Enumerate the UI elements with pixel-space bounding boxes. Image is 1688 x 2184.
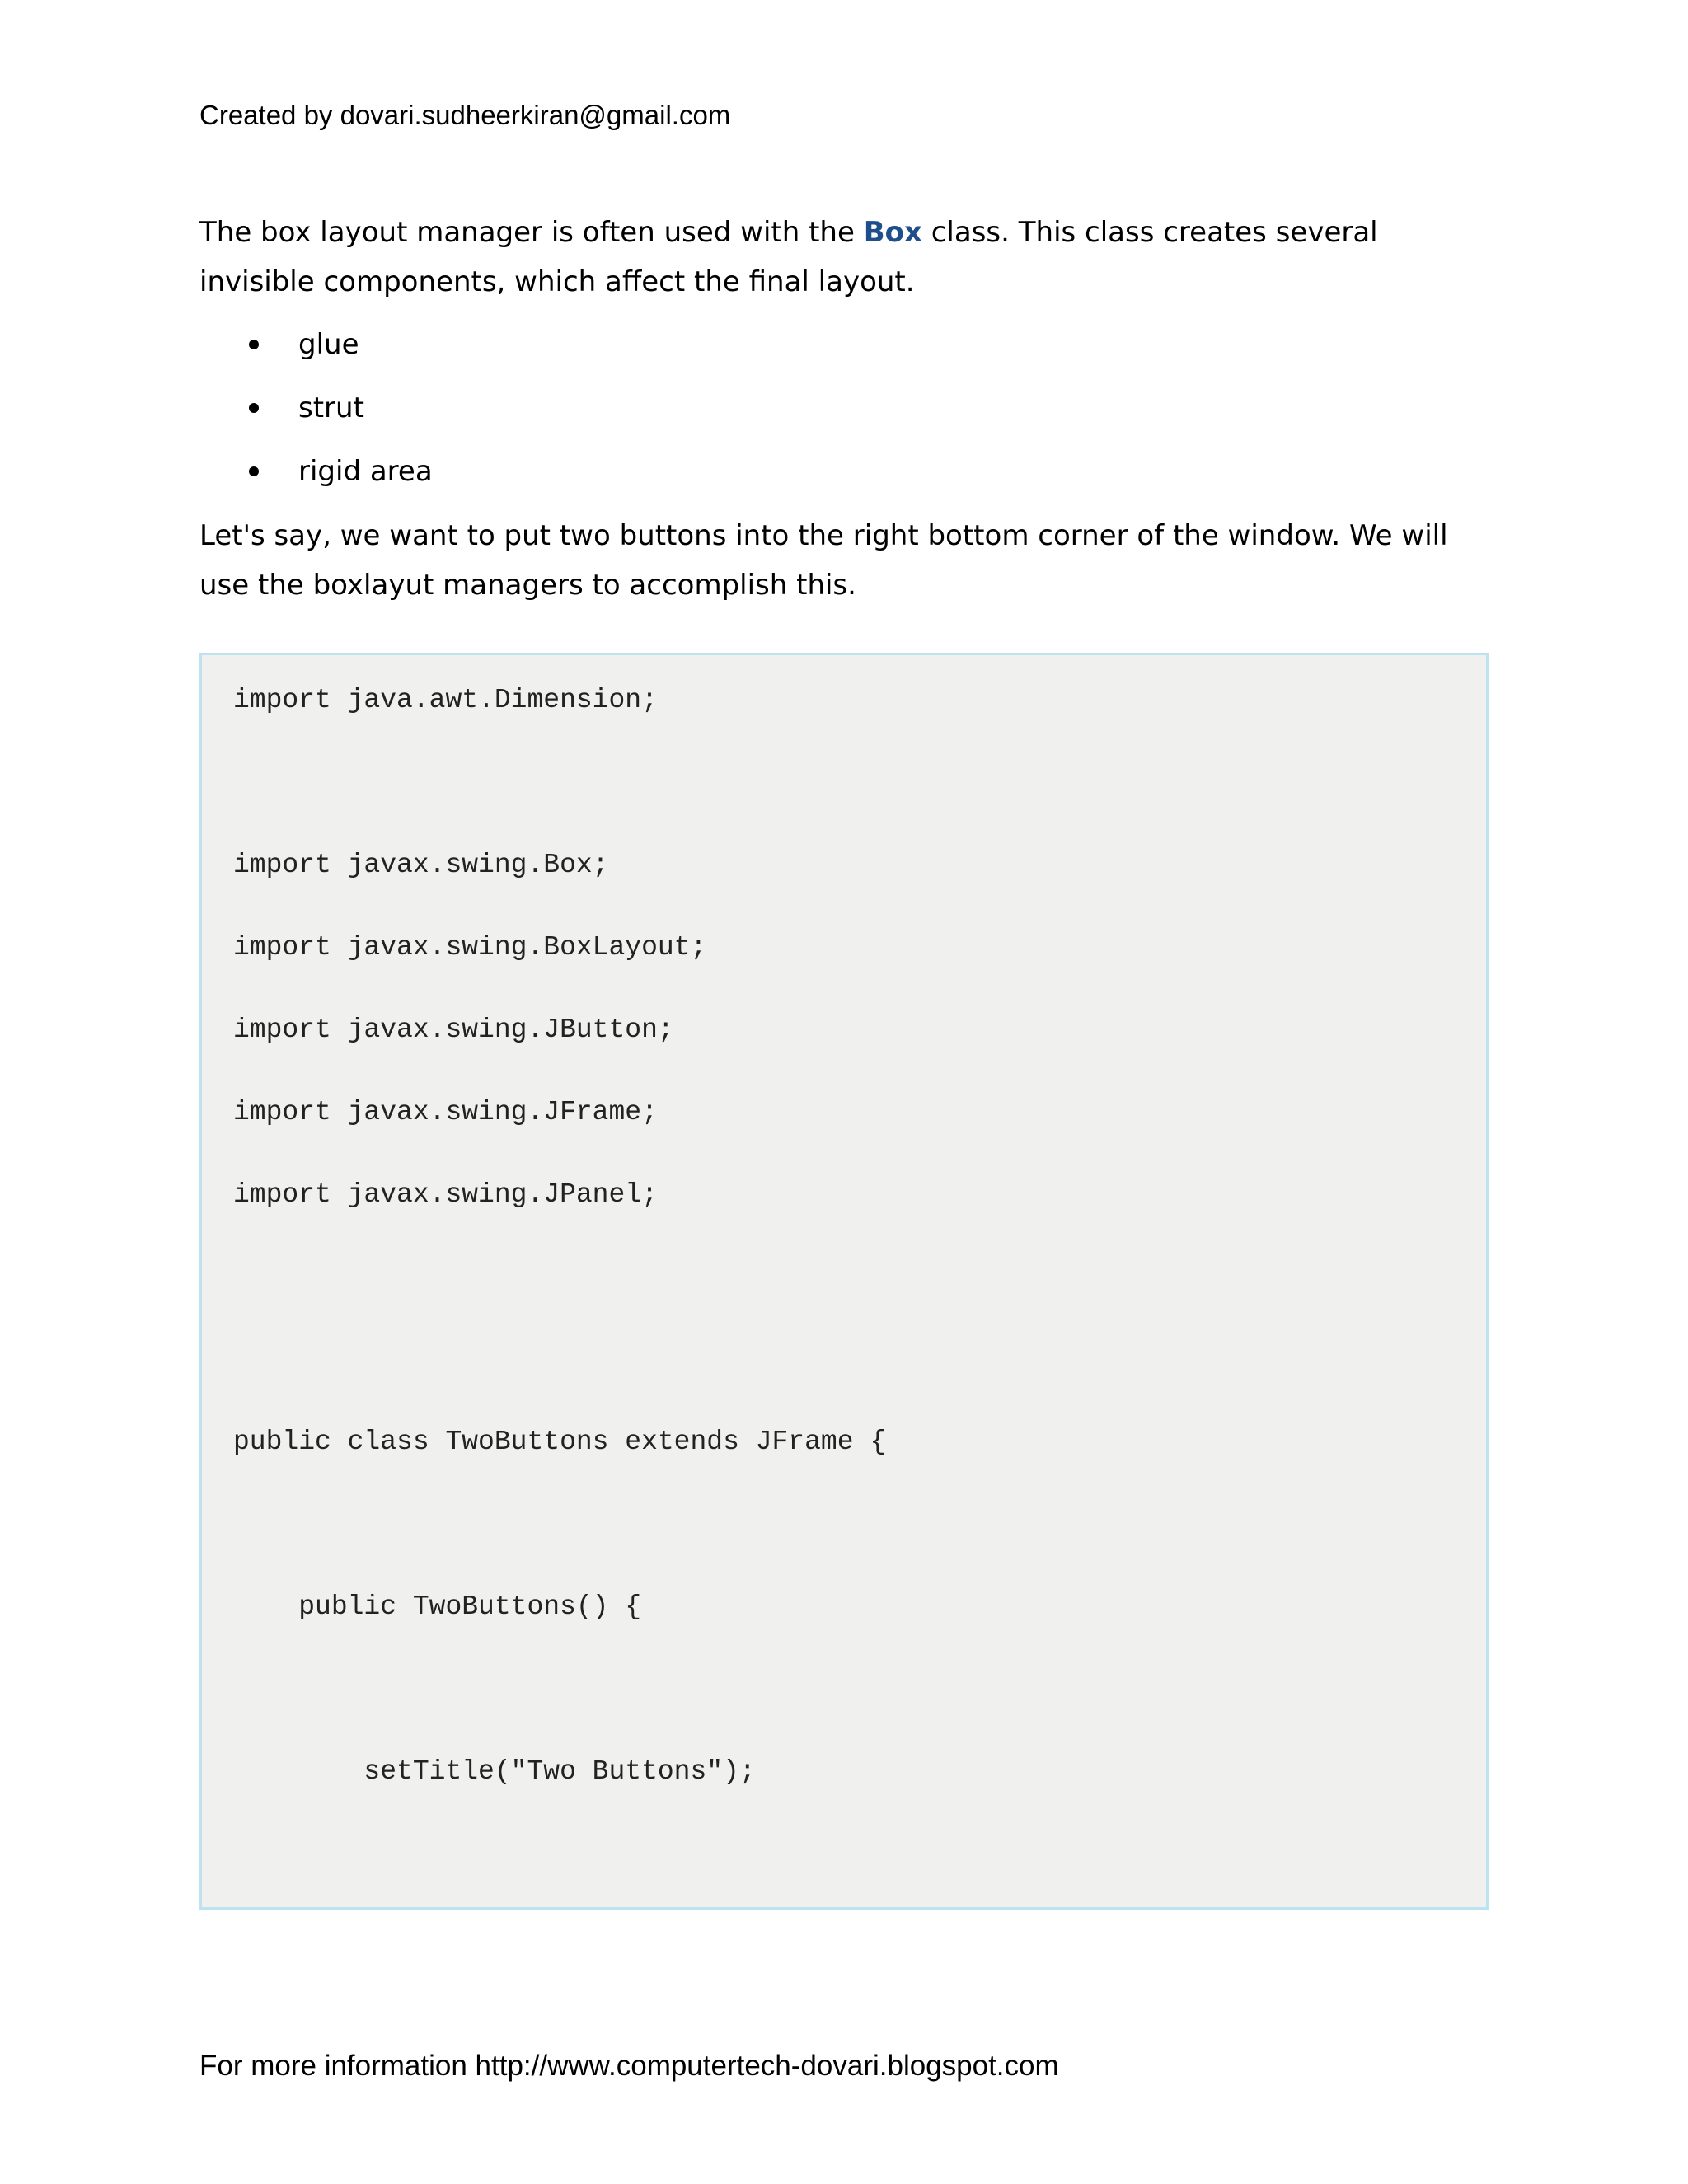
code-line: setTitle("Two Buttons"); — [233, 1756, 756, 1787]
list-item-label: strut — [298, 391, 364, 424]
intro-text-after: class. This class creates several invisible components, which affect the final layout. — [199, 216, 1378, 298]
list-item — [199, 383, 433, 447]
code-line: import javax.swing.JButton; — [233, 1015, 674, 1045]
bullet-icon — [249, 403, 259, 413]
bullet-icon — [249, 340, 259, 349]
code-line: public TwoButtons() { — [233, 1591, 642, 1622]
code-block — [199, 653, 1489, 1910]
intro-text-before: The box layout manager is often used with the — [199, 216, 864, 249]
list-item — [199, 320, 433, 383]
footer-info: For more information http://www.computertech-dovari.blogspot.com — [199, 2050, 1059, 2082]
code-line: import javax.swing.JPanel; — [233, 1179, 658, 1210]
description-paragraph: Let's say, we want to put two buttons into the right bottom corner of the window. We will use the boxlayut managers to accomplish this. — [199, 519, 1448, 602]
bullet-icon — [249, 466, 259, 476]
list-item-label: glue — [298, 328, 359, 361]
code-line: public class TwoButtons extends JFrame { — [233, 1427, 887, 1457]
code-line: import java.awt.Dimension; — [233, 685, 658, 715]
invisible-components-list — [199, 320, 433, 510]
code-line: import javax.swing.JFrame; — [233, 1097, 658, 1127]
box-class-highlight: Box — [863, 216, 922, 249]
code-line: import javax.swing.Box; — [233, 850, 609, 880]
header-credit: Created by dovari.sudheerkiran@gmail.com — [199, 100, 731, 130]
code-line: import javax.swing.BoxLayout; — [233, 932, 707, 963]
list-item — [199, 447, 433, 510]
intro-paragraph — [199, 208, 1493, 307]
list-item-label: rigid area — [298, 455, 433, 488]
